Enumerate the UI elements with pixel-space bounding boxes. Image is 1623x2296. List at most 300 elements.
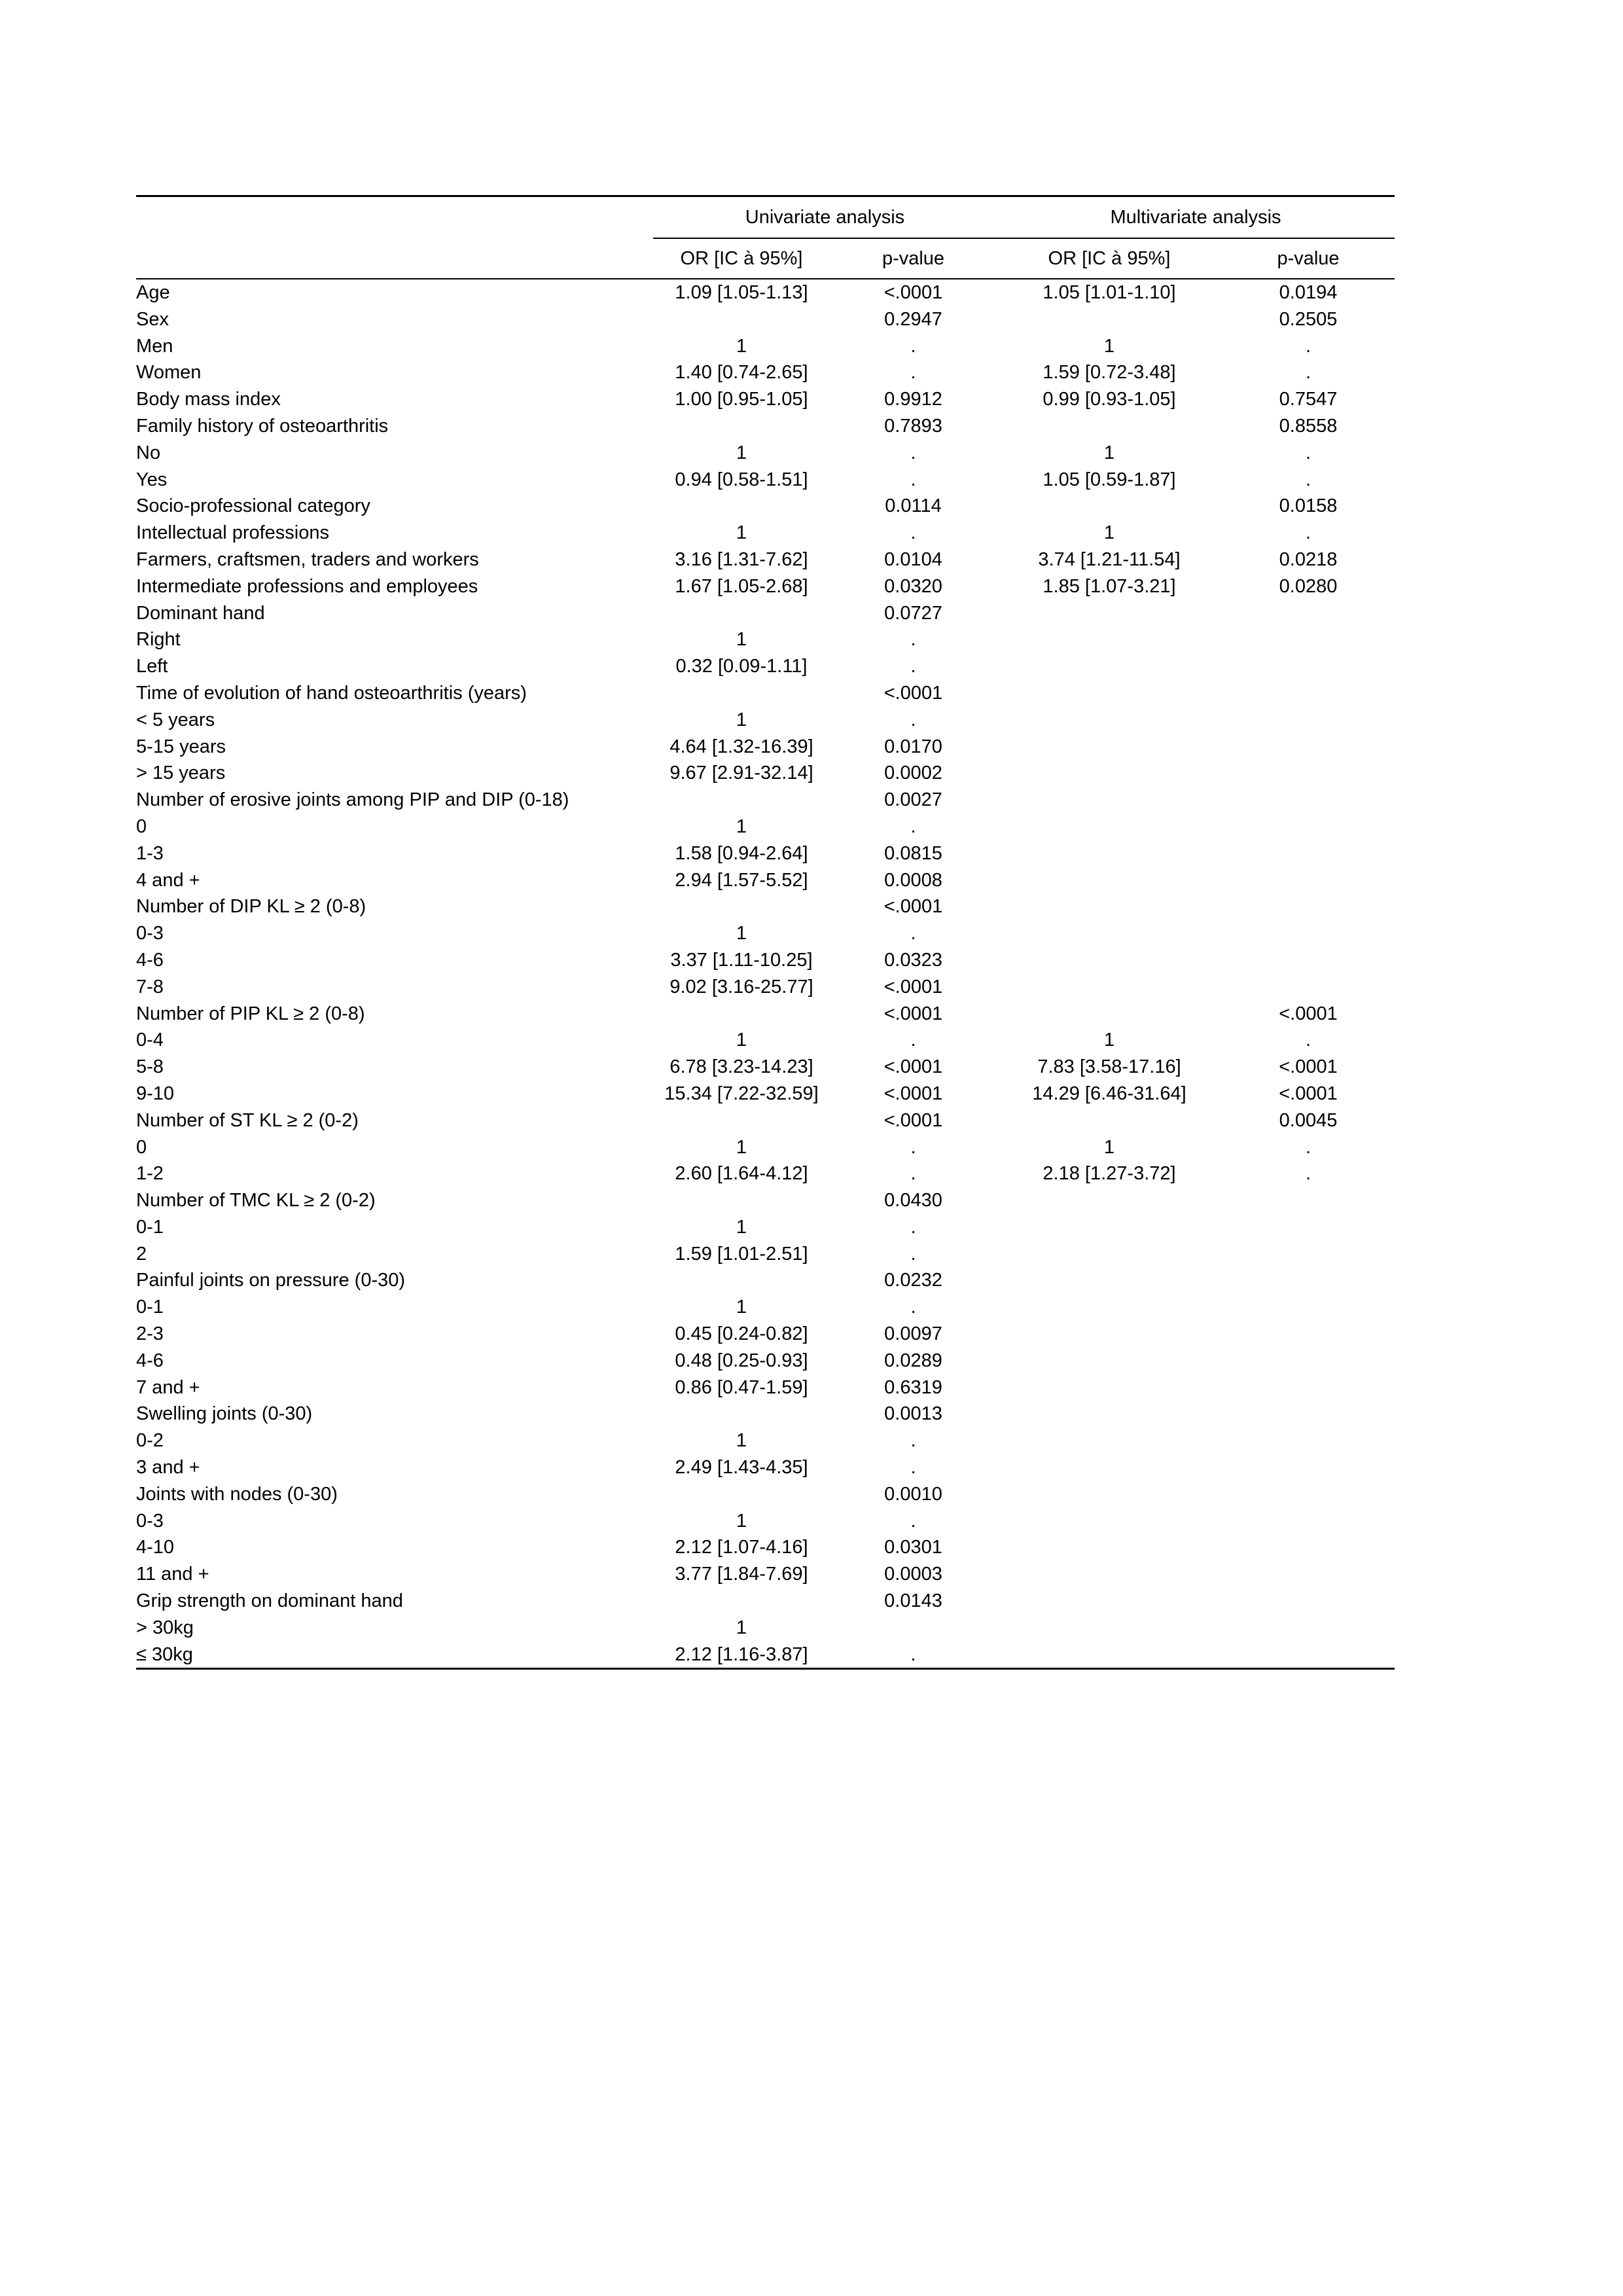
cell-label: 4-6 [136, 949, 164, 971]
cell-or1: 1 [736, 1617, 747, 1638]
cell-or2: 1 [1103, 442, 1115, 463]
cell-label: 2 [136, 1243, 147, 1265]
cell-p1: . [910, 656, 916, 677]
cell-label: 1-3 [136, 842, 164, 864]
cell-label: 7-8 [136, 976, 164, 997]
cell-p1: <.0001 [883, 896, 943, 918]
cell-label: < 5 years [136, 709, 215, 730]
cell-label: Men [136, 335, 173, 357]
cell-p1: . [910, 816, 916, 837]
level-row [136, 707, 1395, 734]
cell-label: Family history of osteoarthritis [136, 415, 389, 437]
cell-or1: 2.94 [1.57-5.52] [675, 869, 808, 891]
cell-or1: 1 [736, 522, 747, 544]
cell-or2 [997, 1454, 1222, 1481]
cell-or1: 2.49 [1.43-4.35] [675, 1457, 808, 1479]
level-row [136, 1027, 1395, 1054]
cell-p2: 0.7547 [1279, 389, 1338, 410]
cell-or1: 2.12 [1.07-4.16] [675, 1537, 808, 1558]
cell-or1 [653, 680, 830, 707]
cell-or1: 1.09 [1.05-1.13] [675, 282, 808, 303]
cell-or1: 1 [736, 442, 747, 463]
cell-label: Yes [136, 469, 168, 490]
level-row [136, 1427, 1395, 1454]
cell-or1: 1 [736, 1430, 747, 1452]
cell-p2: <.0001 [1279, 1083, 1338, 1104]
cell-or1: 1 [736, 709, 747, 730]
cell-label: Sex [136, 308, 169, 330]
cell-or2 [997, 787, 1222, 814]
cell-or2 [997, 600, 1222, 627]
cell-or2: 0.99 [0.93-1.05] [1043, 389, 1176, 410]
cell-or1: 0.32 [0.09-1.11] [675, 656, 808, 677]
cell-p1: 0.0430 [884, 1190, 942, 1211]
cell-or1 [653, 1267, 830, 1294]
cell-label: Number of PIP KL ≥ 2 (0-8) [136, 1003, 365, 1024]
cell-or2 [997, 1534, 1222, 1561]
cell-or1: 1 [736, 335, 747, 357]
level-row [136, 359, 1395, 386]
level-row [136, 573, 1395, 600]
level-row [136, 1160, 1395, 1187]
cell-or1: 0.48 [0.25-0.93] [675, 1350, 808, 1371]
cell-p1: . [910, 1163, 916, 1185]
cell-or2: 1.05 [1.01-1.10] [1043, 282, 1176, 303]
cell-or2: 1.59 [0.72-3.48] [1043, 362, 1176, 384]
level-row [136, 1454, 1395, 1481]
cell-p1: <.0001 [883, 1083, 943, 1104]
group-header-row [136, 197, 1395, 238]
cell-label: Intellectual professions [136, 522, 329, 544]
cell-label: 0-4 [136, 1030, 164, 1051]
cell-or2: 1 [1103, 335, 1115, 357]
cell-or2 [997, 653, 1222, 680]
variable-row [136, 279, 1395, 306]
cell-p1: . [910, 1243, 916, 1265]
cell-or2 [997, 493, 1222, 520]
variable-row [136, 386, 1395, 413]
cell-label: 0-3 [136, 1510, 164, 1532]
cell-p1: . [910, 1457, 916, 1479]
variable-row [136, 893, 1395, 920]
cell-p2: . [1305, 362, 1311, 384]
cell-p1: 0.0027 [884, 789, 942, 811]
level-row [136, 1561, 1395, 1588]
level-row [136, 947, 1395, 974]
cell-label: 9-10 [136, 1083, 175, 1104]
cell-or1: 1 [736, 1510, 747, 1532]
cell-or2 [997, 1401, 1222, 1427]
cell-p2 [1222, 1615, 1395, 1641]
cell-or2 [997, 707, 1222, 734]
cell-label: 5-15 years [136, 736, 226, 757]
cell-p2: . [1305, 469, 1311, 490]
variable-row [136, 600, 1395, 627]
cell-p2: 0.8558 [1279, 415, 1338, 437]
cell-p2 [1222, 1641, 1395, 1669]
cell-label: Swelling joints (0-30) [136, 1403, 313, 1425]
cell-p1: 0.0232 [884, 1270, 942, 1291]
univariate-header: Univariate analysis [653, 197, 997, 238]
cell-p1: 0.0104 [884, 548, 942, 570]
cell-p2: 0.0218 [1279, 548, 1338, 570]
cell-label: 0-2 [136, 1430, 164, 1452]
cell-p1: . [910, 1297, 916, 1318]
level-row [136, 1374, 1395, 1401]
p-header-multivariate: p-value [1222, 238, 1395, 279]
cell-p2 [1222, 600, 1395, 627]
header-blank [136, 197, 653, 238]
multivariate-header: Multivariate analysis [997, 197, 1395, 238]
cell-p2 [1222, 1401, 1395, 1427]
cell-label: 11 and + [136, 1564, 209, 1585]
cell-or1 [653, 1107, 830, 1134]
cell-label: 3 and + [136, 1457, 200, 1479]
cell-or1: 1 [736, 816, 747, 837]
table-body [136, 279, 1395, 1669]
cell-p2 [1222, 1321, 1395, 1348]
cell-p2 [1222, 1374, 1395, 1401]
cell-label: Body mass index [136, 389, 281, 410]
cell-p1: . [910, 1136, 916, 1158]
cell-or1: 1 [736, 1297, 747, 1318]
cell-p2: 0.2505 [1279, 308, 1338, 330]
cell-or1: 0.45 [0.24-0.82] [675, 1323, 808, 1345]
cell-p1: 0.0815 [884, 842, 942, 864]
cell-or1: 1 [736, 1030, 747, 1051]
cell-p1: 0.0010 [884, 1483, 942, 1505]
cell-p1: 0.0013 [884, 1403, 942, 1425]
cell-or2 [997, 760, 1222, 787]
cell-label: Number of TMC KL ≥ 2 (0-2) [136, 1190, 376, 1211]
cell-p2: 0.0194 [1279, 282, 1338, 303]
variable-row [136, 1481, 1395, 1508]
cell-p1: . [910, 1510, 916, 1532]
cell-or2 [997, 1267, 1222, 1294]
results-table [136, 195, 1395, 1670]
cell-label: 0-1 [136, 1297, 164, 1318]
level-row [136, 440, 1395, 467]
cell-p2 [1222, 867, 1395, 894]
cell-or2 [997, 413, 1222, 440]
cell-p2: 0.0158 [1279, 495, 1338, 517]
cell-or2 [997, 306, 1222, 333]
p-header-univariate: p-value [830, 238, 997, 279]
cell-p1: 0.0114 [885, 495, 942, 517]
cell-or2 [997, 1615, 1222, 1641]
cell-label: Intermediate professions and employees [136, 575, 478, 597]
cell-p2: . [1305, 522, 1311, 544]
cell-p1: 0.0143 [884, 1590, 942, 1612]
cell-p1: 0.2947 [884, 308, 942, 330]
cell-p1: 0.0289 [884, 1350, 942, 1371]
variable-row [136, 1267, 1395, 1294]
level-row [136, 734, 1395, 761]
cell-or2: 1 [1103, 1030, 1115, 1051]
variable-row [136, 493, 1395, 520]
level-row [136, 1534, 1395, 1561]
cell-or2 [997, 1561, 1222, 1588]
cell-label: Dominant hand [136, 602, 265, 624]
variable-row [136, 1187, 1395, 1214]
cell-label: Number of erosive joints among PIP and DIP (0-18) [136, 789, 569, 811]
cell-or2 [997, 1374, 1222, 1401]
cell-p1: . [910, 709, 916, 730]
cell-label: 0-3 [136, 923, 164, 944]
cell-or1 [653, 1187, 830, 1214]
cell-p1: <.0001 [883, 282, 943, 303]
level-row [136, 520, 1395, 547]
cell-or1: 1.59 [1.01-2.51] [675, 1243, 808, 1265]
cell-p1: <.0001 [883, 1109, 943, 1131]
cell-or1: 1.40 [0.74-2.65] [675, 362, 808, 384]
cell-p2 [1222, 1481, 1395, 1508]
cell-p2 [1222, 680, 1395, 707]
level-row [136, 626, 1395, 653]
cell-p2 [1222, 1241, 1395, 1268]
cell-or2 [997, 867, 1222, 894]
level-row [136, 1508, 1395, 1535]
column-header-row [136, 238, 1395, 279]
cell-p2 [1222, 893, 1395, 920]
cell-or1 [653, 306, 830, 333]
cell-or2: 2.18 [1.27-3.72] [1043, 1163, 1176, 1185]
level-row [136, 1054, 1395, 1081]
cell-or2 [997, 1588, 1222, 1615]
cell-label: 0 [136, 816, 147, 837]
cell-p2 [1222, 1294, 1395, 1321]
cell-or2: 1 [1103, 1136, 1115, 1158]
cell-or2 [997, 1427, 1222, 1454]
level-row [136, 1294, 1395, 1321]
cell-or1: 1.58 [0.94-2.64] [675, 842, 808, 864]
level-row [136, 333, 1395, 360]
cell-or1: 9.02 [3.16-25.77] [669, 976, 813, 997]
cell-p1: 0.0301 [884, 1537, 942, 1558]
level-row [136, 1321, 1395, 1348]
cell-label: Number of ST KL ≥ 2 (0-2) [136, 1109, 359, 1131]
cell-or2 [997, 734, 1222, 761]
cell-p1: . [830, 1641, 997, 1669]
cell-label: 0-1 [136, 1216, 164, 1238]
cell-or1: 1 [736, 1216, 747, 1238]
cell-or2 [997, 840, 1222, 867]
level-row [136, 653, 1395, 680]
cell-label: 0 [136, 1136, 147, 1158]
cell-label: > 30kg [136, 1617, 194, 1638]
cell-or1: 1 [736, 923, 747, 944]
level-row [136, 1134, 1395, 1161]
cell-or2: 14.29 [6.46-31.64] [1032, 1083, 1186, 1104]
variable-row [136, 1107, 1395, 1134]
cell-p1: 0.0002 [884, 762, 942, 784]
cell-or2 [997, 1001, 1222, 1028]
cell-p1: 0.0320 [884, 575, 942, 597]
level-row [136, 974, 1395, 1001]
cell-p2 [1222, 1427, 1395, 1454]
cell-p2 [1222, 760, 1395, 787]
cell-p1: 0.0323 [884, 949, 942, 971]
cell-p2 [1222, 653, 1395, 680]
cell-p1: . [910, 629, 916, 651]
cell-p1: 0.9912 [884, 389, 942, 410]
cell-label: 4-6 [136, 1350, 164, 1371]
level-row [136, 547, 1395, 573]
cell-p2: . [1305, 1163, 1311, 1185]
level-row [136, 814, 1395, 840]
cell-p1: . [910, 1216, 916, 1238]
cell-label: Number of DIP KL ≥ 2 (0-8) [136, 896, 366, 918]
cell-label: Right [136, 629, 181, 651]
cell-or2 [997, 1107, 1222, 1134]
cell-p2 [1222, 814, 1395, 840]
cell-or1: 9.67 [2.91-32.14] [669, 762, 813, 784]
cell-or1: 15.34 [7.22-32.59] [664, 1083, 819, 1104]
cell-p2: . [1305, 1030, 1311, 1051]
cell-or1 [653, 1401, 830, 1427]
level-row [136, 1348, 1395, 1374]
cell-or2 [997, 1187, 1222, 1214]
cell-p1: . [910, 335, 916, 357]
cell-label: Farmers, craftsmen, traders and workers [136, 548, 479, 570]
cell-p1: <.0001 [883, 1056, 943, 1078]
cell-p2 [1222, 1454, 1395, 1481]
cell-p2: <.0001 [1279, 1056, 1338, 1078]
cell-or1: 4.64 [1.32-16.39] [669, 736, 813, 757]
cell-p2: 0.0045 [1279, 1109, 1338, 1131]
cell-or1 [653, 787, 830, 814]
cell-p2 [1222, 1508, 1395, 1535]
cell-or1: 2.12 [1.16-3.87] [653, 1641, 830, 1669]
cell-or2 [997, 1241, 1222, 1268]
cell-p1: 0.0727 [884, 602, 942, 624]
cell-p2 [1222, 787, 1395, 814]
level-row [136, 1641, 1395, 1669]
level-row [136, 760, 1395, 787]
cell-p1: . [910, 522, 916, 544]
cell-label: 1-2 [136, 1163, 164, 1185]
cell-p1: . [910, 1430, 916, 1452]
cell-p2: . [1305, 335, 1311, 357]
cell-p2 [1222, 947, 1395, 974]
cell-p1 [830, 1615, 997, 1641]
cell-or1: 0.94 [0.58-1.51] [675, 469, 808, 490]
cell-or2 [997, 947, 1222, 974]
cell-label: Left [136, 656, 168, 677]
cell-p2 [1222, 734, 1395, 761]
cell-p1: 0.0008 [884, 869, 942, 891]
level-row [136, 467, 1395, 493]
cell-p2: . [1305, 1136, 1311, 1158]
cell-or2 [997, 814, 1222, 840]
cell-or2 [997, 1214, 1222, 1241]
cell-or2 [997, 920, 1222, 947]
level-row [136, 1081, 1395, 1107]
cell-p2 [1222, 920, 1395, 947]
cell-label: No [136, 442, 161, 463]
variable-row [136, 306, 1395, 333]
cell-or1: 3.37 [1.11-10.25] [670, 949, 813, 971]
cell-p2 [1222, 1187, 1395, 1214]
cell-or2 [997, 1641, 1222, 1669]
cell-or1: 3.77 [1.84-7.69] [675, 1564, 808, 1585]
cell-or2 [997, 1508, 1222, 1535]
cell-label: 4 and + [136, 869, 200, 891]
cell-or1: 1 [736, 1136, 747, 1158]
cell-p2 [1222, 840, 1395, 867]
cell-or2 [997, 893, 1222, 920]
variable-row [136, 680, 1395, 707]
level-row [136, 920, 1395, 947]
variable-row [136, 787, 1395, 814]
level-row [136, 1241, 1395, 1268]
cell-or2 [997, 1294, 1222, 1321]
cell-p1: <.0001 [883, 976, 943, 997]
cell-label: 4-10 [136, 1537, 175, 1558]
cell-p1: 0.7893 [884, 415, 942, 437]
cell-p1: . [910, 923, 916, 944]
cell-or1: 0.86 [0.47-1.59] [675, 1376, 808, 1398]
cell-p1: <.0001 [883, 682, 943, 704]
cell-p1: 0.6319 [884, 1376, 942, 1398]
cell-p2 [1222, 1534, 1395, 1561]
cell-or1 [653, 600, 830, 627]
variable-row [136, 1401, 1395, 1427]
cell-or2: 1 [1103, 522, 1115, 544]
cell-p1: . [910, 362, 916, 384]
cell-or1 [653, 413, 830, 440]
level-row [136, 1214, 1395, 1241]
cell-label: Women [136, 362, 202, 384]
cell-label: Age [136, 282, 170, 303]
cell-p1: <.0001 [883, 1003, 943, 1024]
cell-p1: 0.0003 [884, 1564, 942, 1585]
cell-p2: . [1305, 442, 1311, 463]
cell-p2 [1222, 1348, 1395, 1374]
cell-or1 [653, 1588, 830, 1615]
cell-label: Time of evolution of hand osteoarthritis (years) [136, 682, 527, 704]
cell-p1: 0.0170 [884, 736, 942, 757]
cell-or2: 3.74 [1.21-11.54] [1038, 548, 1181, 570]
cell-or1 [653, 493, 830, 520]
cell-or1: 3.16 [1.31-7.62] [675, 548, 808, 570]
cell-or1: 2.60 [1.64-4.12] [675, 1163, 808, 1185]
cell-or1 [653, 1481, 830, 1508]
cell-or2 [997, 974, 1222, 1001]
cell-label: > 15 years [136, 762, 226, 784]
cell-p2: <.0001 [1279, 1003, 1338, 1024]
cell-label: Grip strength on dominant hand [136, 1590, 403, 1612]
cell-or2: 1.85 [1.07-3.21] [1043, 575, 1176, 597]
cell-p2 [1222, 1561, 1395, 1588]
variable-row [136, 1588, 1395, 1615]
cell-or1: 6.78 [3.23-14.23] [669, 1056, 813, 1078]
cell-or1 [653, 1001, 830, 1028]
cell-or1: 1.00 [0.95-1.05] [675, 389, 808, 410]
cell-p1: 0.0097 [884, 1323, 942, 1345]
cell-p2 [1222, 1267, 1395, 1294]
cell-or1 [653, 893, 830, 920]
cell-or2: 1.05 [0.59-1.87] [1043, 469, 1176, 490]
cell-p2: 0.0280 [1279, 575, 1338, 597]
cell-p2 [1222, 707, 1395, 734]
cell-p1: . [910, 442, 916, 463]
cell-or2 [997, 626, 1222, 653]
cell-p2 [1222, 1588, 1395, 1615]
cell-p1: . [910, 469, 916, 490]
cell-or2 [997, 680, 1222, 707]
header-blank-2 [136, 238, 653, 279]
